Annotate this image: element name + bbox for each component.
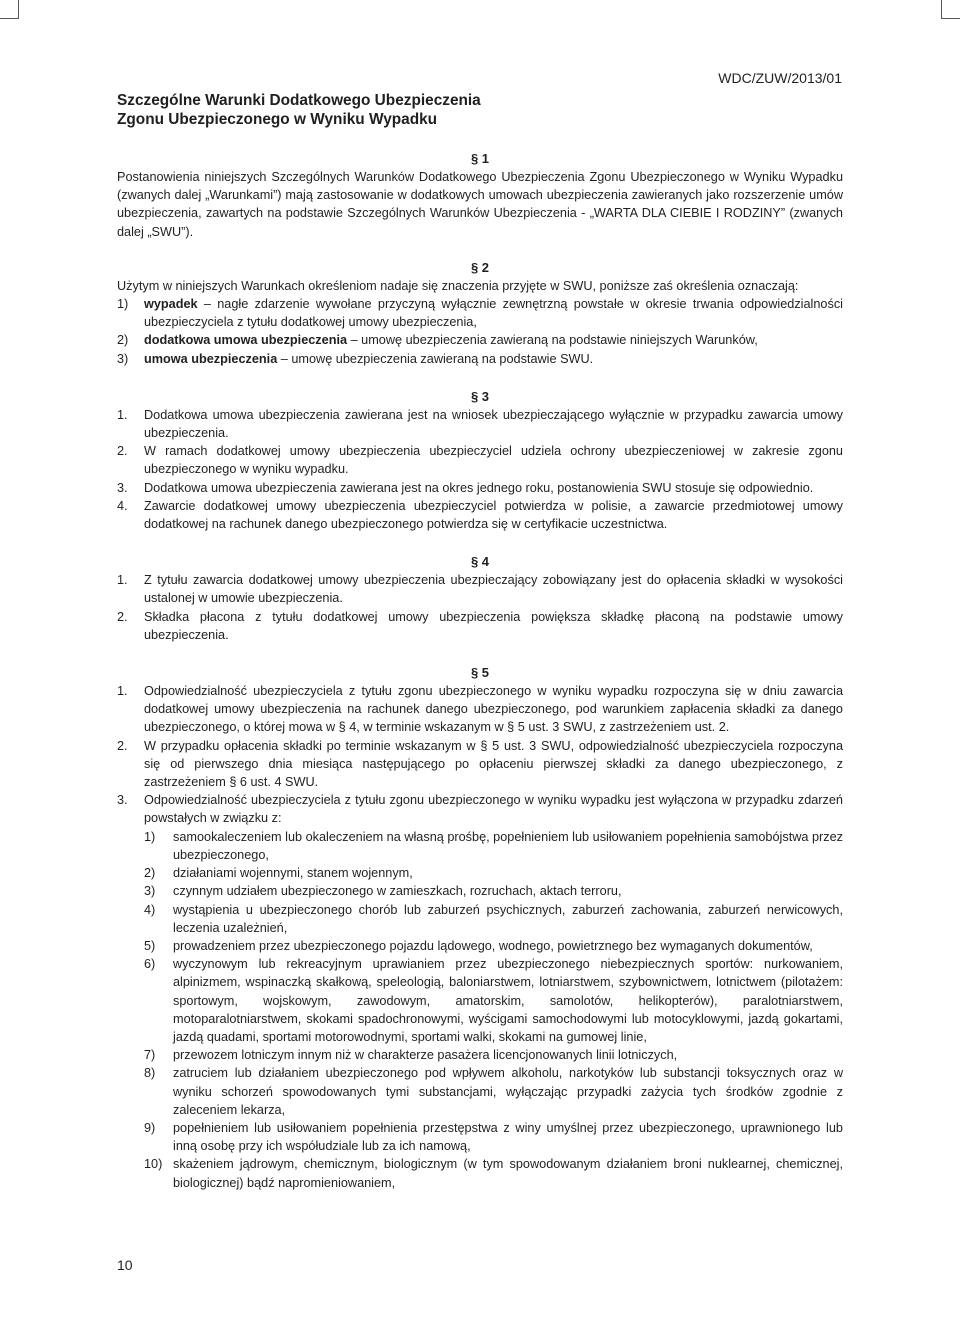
exclusion-item: [117, 1119, 843, 1155]
section-title: § 2: [470, 259, 490, 275]
list-item: [117, 571, 843, 607]
definition-item: [117, 350, 843, 368]
definition-text: – nagłe zdarzenie wywołane przyczyną wyłącznie zewnętrzną powstałe w okresie trwania odpowiedzialności ubezpieczyciela z tytułu dodatkowej umowy ubezpieczenia,: [144, 297, 843, 330]
exclusion-item: [117, 864, 843, 882]
item-number: 4.: [117, 498, 128, 513]
title-line-2: Zgonu Ubezpieczonego w Wyniku Wypadku: [117, 110, 438, 128]
item-text: W przypadku opłacenia składki po terminie wskazanym w § 5 ust. 3 SWU, odpowiedzialność ubezpieczyciela rozpoczyna się od pierwszego dnia miesiąca następującego po opłaceniu pierwszej składki za danego ubezpieczonego, z zastrzeżeniem § 6 ust. 4 SWU.: [144, 738, 843, 790]
item-number: 2.: [117, 738, 128, 753]
crop-mark-top-right: [941, 0, 960, 19]
item-number: 2): [117, 333, 129, 348]
item-text: popełnieniem lub usiłowaniem popełnienia przestępstwa z winy umyślnej przez ubezpieczonego, uprawnionego lub inną osobę przy ich współudziale lub za ich namową,: [173, 1120, 843, 1154]
list-item: [117, 608, 843, 644]
exclusion-item: [117, 955, 843, 1046]
item-text: skażeniem jądrowym, chemicznym, biologicznym (w tym spowodowanym działaniem broni nuklearnej, chemicznej, biologicznej) bądź napromieniowaniem,: [173, 1157, 843, 1190]
exclusion-item: [117, 882, 843, 900]
section-title: § 4: [470, 554, 490, 570]
item-number: 6): [144, 957, 156, 972]
document-code: WDC/ZUW/2013/01: [718, 70, 842, 86]
list-item: [117, 791, 843, 827]
item-number: 5): [144, 938, 156, 953]
section-2: [117, 259, 843, 368]
item-text: działaniami wojennymi, stanem wojennym,: [173, 866, 413, 881]
item-text: Odpowiedzialność ubezpieczyciela z tytułu zgonu ubezpieczonego w wyniku wypadku jest wyłączona w przypadku zdarzeń powstałych w związku z:: [144, 793, 843, 826]
definition-term: dodatkowa umowa ubezpieczenia: [144, 333, 348, 348]
item-text: Dodatkowa umowa ubezpieczenia zawierana jest na wniosek ubezpieczającego wyłącznie w przypadku zawarcia umowy ubezpieczenia.: [144, 407, 843, 441]
exclusion-item: [117, 1155, 843, 1191]
list-item: [117, 442, 843, 478]
item-number: 1): [117, 297, 129, 312]
definition-term: umowa ubezpieczenia: [144, 351, 278, 366]
section-title: § 1: [470, 151, 490, 166]
item-number: 3.: [117, 480, 128, 495]
definition-item: [117, 295, 843, 331]
section-title: § 5: [470, 665, 490, 681]
definition-term: wypadek: [144, 297, 198, 312]
list-item: [117, 737, 843, 792]
page-number: 10: [117, 1257, 133, 1273]
item-text: wyczynowym lub rekreacyjnym uprawianiem przez ubezpieczonego niebezpiecznych sportów: nurkowaniem, alpinizmem, wspinaczką skałkową, speleologią, baloniarstwem, lotniarstwem, szybownictwem, lotnictwem (pilotażem: sportowym, wojskowym, zawodowym, amatorskim, samolotów, helikopterów), paralotniarstwem, motoparalotniarstwem, skokami spadochronowymi, wyścigami samochodowymi lub motocyklowymi, jazdą gokartami, jazdą quadami, sportami motorowodnymi, sportami walki, skokami na gumowej linie,: [173, 957, 843, 1044]
item-number: 9): [144, 1120, 156, 1135]
section-4: [117, 553, 843, 644]
title-line-1: Szczególne Warunki Dodatkowego Ubezpieczenia: [117, 92, 481, 109]
section-3: [117, 388, 843, 533]
item-text: czynnym udziałem ubezpieczonego w zamieszkach, rozruchach, aktach terroru,: [173, 884, 622, 899]
item-number: 1.: [117, 684, 128, 699]
definition-item: [117, 331, 843, 349]
list-item: [117, 479, 843, 497]
item-text: samookaleczeniem lub okaleczeniem na własną prośbę, popełnieniem lub usiłowaniem popełnienia samobójstwa przez ubezpieczonego,: [173, 829, 843, 862]
item-number: 1.: [117, 573, 128, 588]
item-text: Zawarcie dodatkowej umowy ubezpieczenia ubezpieczyciel potwierdza w polisie, a zawarcie przedmiotowej umowy dodatkowej na rachunek danego ubezpieczonego potwierdza się w certyfikacie uczestnictwa.: [144, 498, 843, 532]
item-number: 3): [117, 351, 129, 366]
item-number: 7): [144, 1048, 156, 1063]
item-number: 10): [144, 1157, 163, 1172]
item-text: W ramach dodatkowej umowy ubezpieczenia ubezpieczyciel udziela ochrony ubezpieczeniowej w zakresie zgonu ubezpieczonego w wyniku wypadku.: [144, 444, 843, 477]
item-number: 3): [144, 884, 156, 899]
item-text: zatruciem lub działaniem ubezpieczonego pod wpływem alkoholu, narkotyków lub substancji toksycznych oraz w wyniku schorzeń spowodowanych tymi substancjami, wyłączając przypadki zażycia tych środków zgodnie z zaleceniem lekarza,: [173, 1066, 843, 1117]
item-text: Składka płacona z tytułu dodatkowej umowy ubezpieczenia powiększa składkę płaconą na podstawie umowy ubezpieczenia.: [144, 609, 843, 642]
definition-text: – umowę ubezpieczenia zawieraną na podstawie SWU.: [277, 351, 594, 366]
item-number: 1.: [117, 407, 128, 422]
exclusion-item: [117, 828, 843, 864]
item-text: Z tytułu zawarcia dodatkowej umowy ubezpieczenia ubezpieczający zobowiązany jest do opłacenia składki w wysokości ustalonej w umowie ubezpieczenia.: [144, 573, 843, 606]
item-text: Odpowiedzialność ubezpieczyciela z tytułu zgonu ubezpieczonego w wyniku wypadku rozpoczyna się w dniu zawarcia dodatkowej umowy ubezpieczenia na rachunek danego ubezpieczonego, pod warunkiem zapłacenia składki za danego ubezpieczonego, o której mowa w § 4, w terminie wskazanym w § 5 ust. 3 SWU, z zastrzeżeniem ust. 2.: [144, 684, 843, 735]
exclusion-item: [117, 901, 843, 937]
item-number: 2.: [117, 444, 128, 459]
item-number: 1): [144, 829, 156, 844]
section-5: [117, 664, 843, 1192]
item-number: 4): [144, 902, 156, 917]
list-item: [117, 406, 843, 442]
item-number: 8): [144, 1066, 156, 1081]
list-item: [117, 682, 843, 737]
section-paragraph: Użytym w niniejszych Warunkach określeniom nadaje się znaczenia przyjęte w SWU, poniższe zaś określenia oznaczają:: [117, 278, 799, 293]
item-text: prowadzeniem przez ubezpieczonego pojazdu lądowego, wodnego, powietrznego bez wymaganych dokumentów,: [173, 938, 813, 953]
item-number: 3.: [117, 793, 128, 808]
item-text: przewozem lotniczym innym niż w charakterze pasażera licencjonowanych linii lotniczych,: [173, 1048, 678, 1063]
definition-text: – umowę ubezpieczenia zawieraną na podstawie niniejszych Warunków,: [347, 333, 758, 348]
exclusion-item: [117, 1064, 843, 1119]
item-number: 2.: [117, 609, 128, 624]
list-item: [117, 497, 843, 533]
section-1: [117, 150, 843, 241]
item-text: wystąpienia u ubezpieczonego chorób lub zaburzeń psychicznych, zaburzeń zachowania, zaburzeń nerwicowych, leczenia uzależnień,: [173, 902, 843, 935]
section-paragraph: Postanowienia niniejszych Szczególnych Warunków Dodatkowego Ubezpieczenia Zgonu Ubezpieczonego w Wyniku Wypadku (zwanych dalej „Warunkami”) mają zastosowanie w dodatkowych umowach ubezpieczenia zawieranych jako rozszerzenie umów ubezpieczenia, zawartych na podstawie Szczególnych Warunków Ubezpieczenia - „WARTA DLA CIEBIE I RODZINY” (zwanych dalej „SWU”).: [117, 170, 843, 239]
exclusion-item: [117, 1046, 843, 1064]
item-text: Dodatkowa umowa ubezpieczenia zawierana jest na okres jednego roku, postanowienia SWU stosuje się odpowiednio.: [144, 480, 814, 495]
section-title: § 3: [470, 388, 490, 404]
document-body: [117, 150, 843, 1192]
item-number: 2): [144, 866, 156, 881]
document-title: [117, 92, 481, 129]
exclusion-item: [117, 937, 843, 955]
crop-mark-top-left: [0, 0, 19, 19]
